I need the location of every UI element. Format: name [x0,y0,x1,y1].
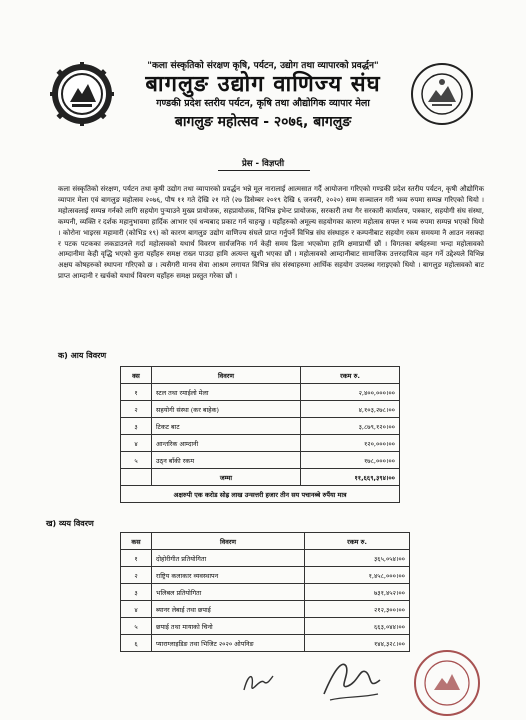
row-sn: १ [121,550,152,567]
table-row [121,435,400,452]
row-desc: उठ्न बाँकी रकम [152,452,301,469]
row-sn: १ [121,384,152,401]
row-amount: १७८,०००।०० [301,452,400,469]
fair-subtitle: गण्डकी प्रदेश स्तरीय पर्यटन, कृषि तथा औद्योगिक व्यापार मेला [156,98,370,109]
row-desc: टिकट बाट [152,418,301,435]
row-desc: राष्ट्रिय कलाकार व्यवस्थापन [152,567,305,584]
amount-in-words: अक्षरुपी एक करोड सोह्र लाख उन्सत्तरी हजार तीन सय पचानब्बे रुपैंया मात्र [121,486,400,503]
total-amount: ११,६६९,३९४।०० [301,469,400,486]
row-amount: २१२,३००।०० [305,601,410,618]
tagline: "कला संस्कृतिको संरक्षण कृषि, पर्यटन, उद्योग तथा व्यापारको प्रवर्द्धन" [147,61,379,71]
row-desc: स्टल तथा रमाईलो मेला [152,384,301,401]
row-amount: १२०,०००।०० [301,435,400,452]
festival-title: बागलुङ महोत्सव - २०७६, बागलुङ [174,114,352,130]
row-amount: ४,१०३,२७८।०० [301,401,400,418]
col-header-sn: कस [121,533,152,550]
official-stamp [412,648,482,718]
table-row [121,618,410,635]
row-sn: ५ [121,618,152,635]
col-header-amount: रकम रु. [301,367,400,384]
signature-initial [240,668,276,698]
row-amount: ७३१,४५२।०० [305,584,410,601]
table-row [121,635,410,652]
row-amount: १४४,३२८।०० [305,635,410,652]
table-row [121,418,400,435]
table-header-row [121,533,410,550]
table-row [121,401,400,418]
table-row [121,584,410,601]
income-table [120,366,400,503]
row-desc: ब्यानर लेबाई तथा छपाई [152,601,305,618]
organization-title: बागलुङ उद्योग वाणिज्य संघ [145,72,381,97]
row-sn: ४ [121,435,152,452]
table-header-row [121,367,400,384]
row-amount: ३,८७९,१२०।०० [301,418,400,435]
row-desc: आन्तरिक आम्दानी [152,435,301,452]
row-sn: २ [121,567,152,584]
table-row [121,384,400,401]
row-sn: ५ [121,452,152,469]
income-heading: क) आय विवरण [58,351,107,360]
heading-underline [218,170,310,171]
col-header-desc: विवरण [152,533,305,550]
row-desc: भलिबल प्रतियोगिता [152,584,305,601]
festival-seal-logo [410,62,474,126]
expense-heading: ख) व्यय विवरण [46,519,94,528]
col-header-amount: रकम रु. [305,533,410,550]
amount-in-words-row [121,486,400,503]
row-desc: दोहोरीगीत प्रतियोगिता [152,550,305,567]
row-sn: ४ [121,601,152,618]
row-amount: २,४००,०००।०० [301,384,400,401]
press-release-heading: प्रेस - विज्ञप्ती [241,159,285,169]
col-header-desc: विवरण [152,367,301,384]
row-amount: ६६३,०४४।०० [305,618,410,635]
federation-gear-logo [50,62,114,126]
press-release-body: कला संस्कृतिको संरक्षण, पर्यटन तथा कृषी उद्योग तथा व्यापारको प्रवर्द्धन भन्ने मूल नारालाई आत्मसात गर्दै आयोजना गरिएको गण्डकी प्रदेश स्तरीय पर्यटन, कृषी औद्योगिक व्यापार मेला एवं बागलुङ महोत्सव २०७६, पौष ११ गते देखि २१ गते (२७ डिसेम्बर २०१९ देखि ६ जनवरी, २०२०) सम्म सञ्चालन गरी भव्य रुपमा सम्पन्न गरिएको थियो । महोत्सवलाई सम्पन्न गर्नको लागि सहयोग पुऱ्याउने मुख्य प्रायोजक, सहप्रायोजक, विभिन्न इभेन्ट प्रायोजक, सरकारी तथा गैर सरकारी कार्यालय, पत्रकार, सहयोगी संघ संस्था, कम्पनी, व्यक्ति र दर्शक महानुभावमा हार्दिक आभार एवं धन्यबाद प्रकाट गर्न चाहन्छु । यहाँहरुको अमूल्य सहयोगका कारण महोत्सव सफ्ल र भव्य रुपमा सम्पन्न भएको थियो । कोरोना भाइरस महामारी (कोभिड १९) को कारण बागलुङ उद्योग वाणिज्य संघले प्राप्त गर्नुपर्ने विभिन्न संघ संस्थाहरु र कम्पनीबाट सहयोग रकम समयमा नै आउन नसक्दा र पटक पटकका लकडाउनले गर्दा महोत्सवको यथार्थ विवरण सार्वजनिक गर्न केही समय ढिला भएकोमा हामि क्षमाप्रार्थी छौं । विगतका बर्षहरुमा भन्दा महोत्सवको आम्दानीमा केही वृद्धि भएको कुरा यहाँहरु समक्ष राख्न पाउदा हामि अत्यन्त खुशी भएका छौं । महोत्सवको आम्दानीबाट सामाजिक उत्तरदायित्व वहन गर्ने उद्देश्यले विभिन्न अक्षय कोषहरुको स्थापना गरिएको छ । त्यसैगरी मानव सेवा आश्रम लगायत विभिन्न संघ संस्थाहरुमा आर्थिक सहयोग उपलब्ध गराइएको थियो । बागलुङ महोत्सवको बाट प्राप्त आम्दानी र खर्चको यथार्थ विवरण यहाँहरु समक्ष प्रस्तुत गरेका छौं । [58,185,484,281]
table-row [121,601,410,618]
row-amount: १,४५८,०००।०० [305,567,410,584]
row-desc: प्याराग्लाइडिङ तथा भिजिट २०२० ओपनिङ [152,635,305,652]
row-amount: ३६५,०५४।०० [305,550,410,567]
signature [320,650,384,706]
total-row [121,469,400,486]
total-label: जम्मा [152,469,301,486]
col-header-sn: क्स [121,367,152,384]
row-desc: सहयोगी संस्था (कर बाहेक) [152,401,301,418]
expense-table [120,532,410,652]
table-row [121,567,410,584]
row-sn: ३ [121,418,152,435]
row-sn: ३ [121,584,152,601]
table-row [121,452,400,469]
row-desc: छपाई तथा मायाको चिनो [152,618,305,635]
row-sn: २ [121,401,152,418]
table-row [121,550,410,567]
row-sn: ६ [121,635,152,652]
